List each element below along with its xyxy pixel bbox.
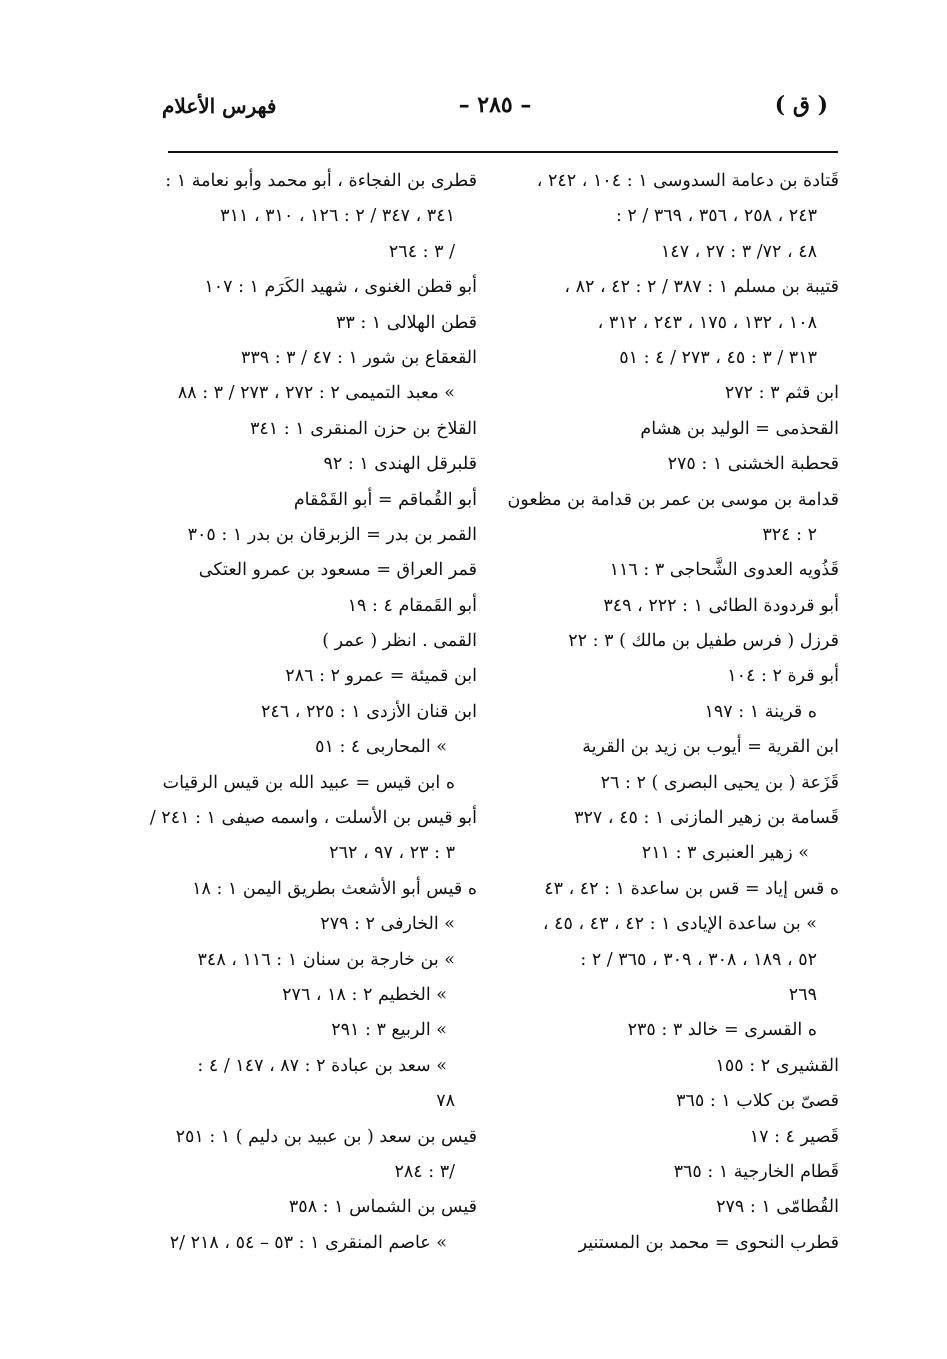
index-entry: قَتادة بن دعامة السدوسى ١ : ١٠٤ ، ٢٤٢ ، <box>536 171 839 191</box>
right-column <box>507 164 839 1261</box>
index-entry: ه القسرى = خالد ٣ : ٢٣٥ <box>627 1020 817 1041</box>
index-entry: أبو القَمقام ٤ : ١٩ <box>347 595 477 616</box>
index-entry: ه ابن قيس = عبيد الله بن قيس الرقيات <box>162 772 455 793</box>
page-title: فهرس الأعلام <box>162 94 277 118</box>
index-entry: أبو قطن الغنوى ، شهيد الكَرَم ١ : ١٠٧ <box>204 277 477 298</box>
index-entry: ه قرينة ١ : ١٩٧ <box>704 701 817 722</box>
index-entry: » سعد بن عبادة ٢ : ٨٧ ، ١٤٧ / ٤ : <box>197 1055 447 1076</box>
index-entry: أبو القُماقم = أبو القَمْقام <box>293 489 477 510</box>
index-entry: ابن قميئة = عمرو ٢ : ٢٨٦ <box>285 666 477 687</box>
index-entry: قطرى بن الفجاءة ، أبو محمد وأبو نعامة ١ : <box>165 171 477 191</box>
section-letter: ( ق ) <box>774 92 828 118</box>
index-entry: /٣ : ٢٨٤ <box>394 1161 455 1182</box>
index-entry: قرزل ( فرس طفيل بن مالك ) ٣ : ٢٢ <box>568 631 839 652</box>
index-entry: قمر العراق = مسعود بن عمرو العتكى <box>198 560 477 581</box>
index-entry: ه قس إياد = قس بن ساعدة ١ : ٤٢ ، ٤٣ <box>544 878 839 899</box>
index-entry: قطن الهلالى ١ : ٣٣ <box>335 312 477 333</box>
header-rule <box>168 151 838 153</box>
index-entry: قيس بن سعد ( بن عبيد بن دليم ) ١ : ٢٥١ <box>175 1126 477 1147</box>
index-entry: قلبرقل الهندى ١ : ٩٢ <box>323 454 477 475</box>
index-entry: قَذُويه العدوى الشَّحاجى ٣ : ١١٦ <box>609 560 839 581</box>
index-entry: ٣ : ٢٣ ، ٩٧ ، ٢٦٢ <box>329 843 455 864</box>
index-entry: قدامة بن موسى بن عمر بن قدامة بن مظعون <box>507 489 839 510</box>
index-entry: أبو قرة ٢ : ١٠٤ <box>727 666 839 687</box>
index-entry: أبو قردودة الطائى ١ : ٢٢٢ ، ٣٤٩ <box>603 595 839 616</box>
index-entry: ٢ : ٣٢٤ <box>762 524 817 545</box>
index-entry: ١٠٨ ، ١٣٢ ، ١٧٥ ، ٢٤٣ ، ٣١٢ ، <box>597 312 817 333</box>
index-entry: ه قيس أبو الأشعث بطريق اليمن ١ : ١٨ <box>192 878 477 899</box>
index-entry: » عاصم المنقرى ١ : ٥٣ – ٥٤ ، ٢١٨ /٢ <box>169 1232 447 1253</box>
index-entry: القمر بن بدر = الزبرقان بن بدر ١ : ٣٠٥ <box>187 524 477 545</box>
index-entry: » الخطيم ٢ : ١٨ ، ٢٧٦ <box>282 984 447 1005</box>
index-entry: ٧٨ <box>436 1091 455 1112</box>
index-entry: قحطبة الخشنى ١ : ٢٧٥ <box>667 454 839 475</box>
index-entry: » معبد التميمى ٢ : ٢٧٢ ، ٢٧٣ / ٣ : ٨٨ <box>177 383 455 404</box>
index-entry: ابن قثم ٣ : ٢٧٢ <box>724 383 839 404</box>
index-entry: ابن قنان الأزدى ١ : ٢٢٥ ، ٢٤٦ <box>261 701 477 722</box>
index-entry: ٣٤١ ، ٣٤٧ / ٢ : ١٢٦ ، ٣١٠ ، ٣١١ <box>220 206 455 227</box>
index-entry: أبو قيس بن الأسلت ، واسمه صيفى ١ : ٢٤١ / <box>149 808 477 829</box>
index-entry: القمى . انظر ( عمر ) <box>322 631 477 652</box>
index-entry: ٢٦٩ <box>788 984 817 1005</box>
index-entry: قتيبة بن مسلم ١ : ٣٨٧ / ٢ : ٤٢ ، ٨٢ ، <box>564 277 839 298</box>
index-entry: القلاخ بن حزن المنقرى ١ : ٣٤١ <box>250 418 477 439</box>
index-entry: القُطامّى ١ : ٢٧٩ <box>716 1197 839 1218</box>
index-entry: » بن خارجة بن سنان ١ : ١١٦ ، ٣٤٨ <box>197 949 455 970</box>
index-entry: ٤٨ ، ٧٢/ ٣ : ٢٧ ، ١٤٧ <box>660 241 817 262</box>
page-number: – ٢٨٥ – <box>458 92 532 118</box>
index-entry: » زهير العنبرى ٣ : ٢١١ <box>641 843 809 864</box>
index-entry: قصىّ بن كلاب ١ : ٣٦٥ <box>676 1091 839 1112</box>
index-entry: القعقاع بن شور ١ : ٤٧ / ٣ : ٣٣٩ <box>240 347 477 368</box>
index-entry: قطرب النحوى = محمد بن المستنير <box>578 1232 839 1253</box>
index-entry: قَسامة بن زهير المازنى ١ : ٤٥ ، ٣٢٧ <box>574 808 839 829</box>
index-entry: » بن ساعدة الإيادى ١ : ٤٢ ، ٤٣ ، ٤٥ ، <box>542 914 817 935</box>
index-entry: قَصير ٤ : ١٧ <box>749 1126 839 1147</box>
index-entry: ٣١٣ / ٣ : ٤٥ ، ٢٧٣ / ٤ : ٥١ <box>619 347 817 368</box>
index-entry: ٥٢ ، ١٨٩ ، ٣٠٨ ، ٣٠٩ ، ٣٦٥ / ٢ : <box>580 949 817 970</box>
index-entry: / ٣ : ٢٦٤ <box>388 241 455 262</box>
index-entry: ٢٤٣ ، ٢٥٨ ، ٣٥٦ ، ٣٦٩ / ٢ : <box>615 206 817 227</box>
index-entry: » الخارفى ٢ : ٢٧٩ <box>320 914 455 935</box>
index-entry: قَزَعة ( بن يحيى البصرى ) ٢ : ٢٦ <box>600 772 839 793</box>
index-entry: القشيرى ٢ : ١٥٥ <box>715 1055 839 1076</box>
page-header <box>150 92 840 132</box>
left-column <box>149 164 477 1261</box>
index-entry: قَطام الخارجية ١ : ٣٦٥ <box>673 1161 839 1182</box>
index-entry: ابن القرية = أيوب بن زيد بن القرية <box>582 737 839 758</box>
index-entry: » الربيع ٣ : ٢٩١ <box>331 1020 447 1041</box>
index-entry: القحذمى = الوليد بن هشام <box>640 418 839 439</box>
index-entry: » المحاربى ٤ : ٥١ <box>315 737 447 758</box>
index-entry: قيس بن الشماس ١ : ٣٥٨ <box>288 1197 477 1218</box>
